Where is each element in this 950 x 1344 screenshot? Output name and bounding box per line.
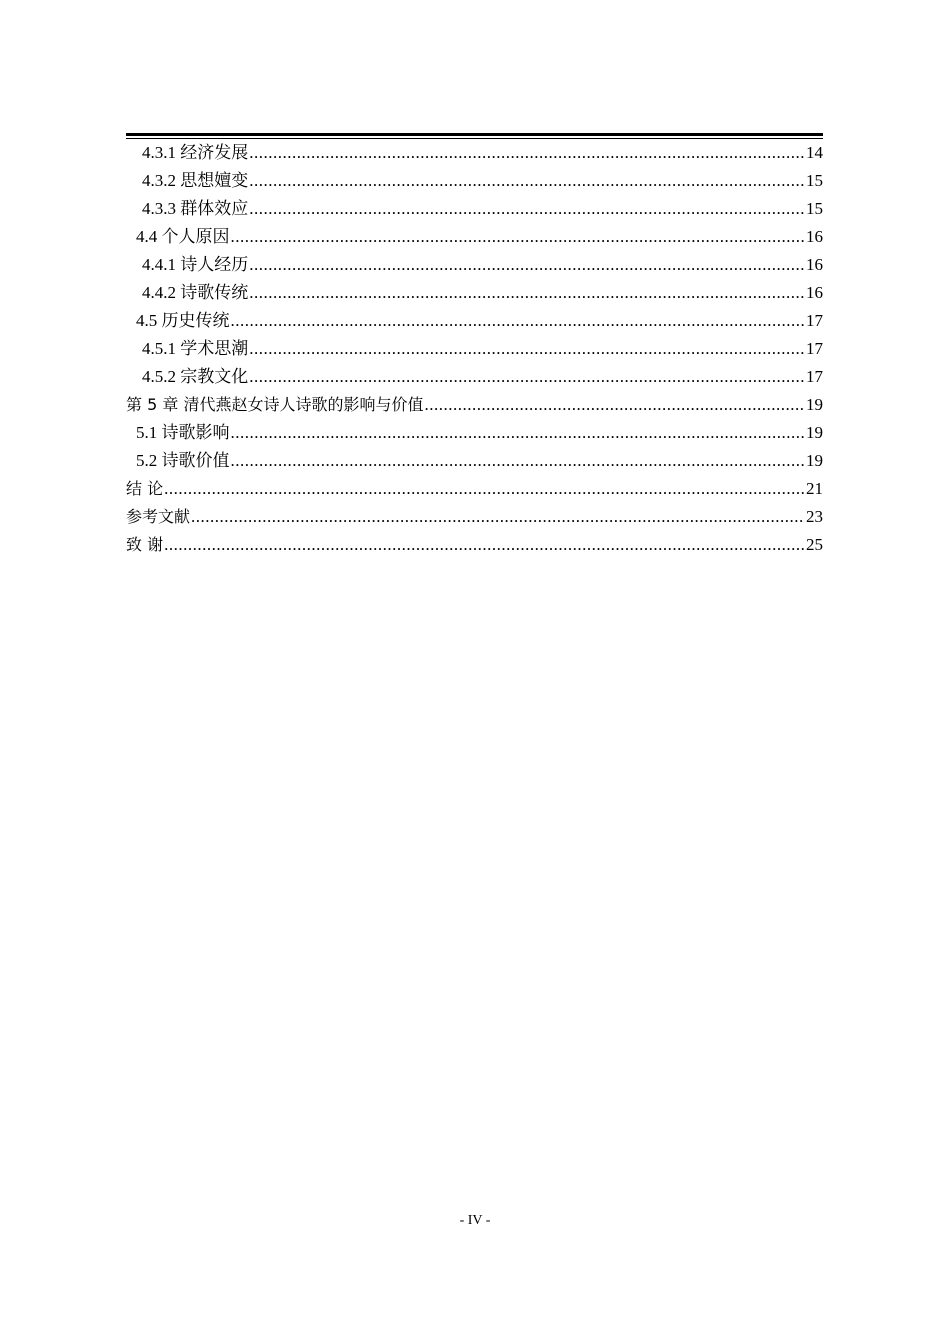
toc-entry-page-number: 17	[806, 311, 823, 330]
toc-entry[interactable]	[126, 335, 823, 363]
toc-entry-label: 4.3.3 群体效应	[142, 199, 249, 218]
toc-entry-page-number: 14	[806, 143, 823, 162]
toc-dot-leader	[231, 223, 806, 251]
table-of-contents	[126, 139, 823, 559]
toc-dot-leader	[249, 251, 805, 279]
toc-dot-leader	[231, 419, 806, 447]
toc-entry-label: 5.2 诗歌价值	[136, 451, 230, 470]
toc-entry-label: 4.4 个人原因	[136, 227, 230, 246]
toc-entry-page-number: 16	[806, 255, 823, 274]
toc-dot-leader	[249, 363, 805, 391]
toc-dot-leader	[249, 335, 805, 363]
toc-entry[interactable]	[126, 167, 823, 195]
header-rule-thick	[126, 133, 823, 136]
toc-dot-leader	[424, 391, 805, 419]
toc-dot-leader	[231, 447, 806, 475]
page-number-footer: - IV -	[459, 1213, 491, 1228]
toc-entry[interactable]	[126, 475, 823, 503]
toc-entry[interactable]	[126, 279, 823, 307]
toc-entry-page-number: 25	[806, 535, 823, 554]
toc-entry[interactable]	[126, 223, 823, 251]
toc-entry[interactable]	[126, 139, 823, 167]
toc-entry[interactable]	[126, 195, 823, 223]
toc-dot-leader	[249, 167, 805, 195]
toc-entry-page-number: 17	[806, 339, 823, 358]
toc-entry[interactable]	[126, 447, 823, 475]
toc-entry-label: 4.4.2 诗歌传统	[142, 283, 249, 302]
toc-entry-label: 致 谢	[126, 535, 164, 554]
toc-entry-label: 参考文献	[126, 507, 191, 526]
toc-entry-label: 4.5.1 学术思潮	[142, 339, 249, 358]
toc-dot-leader	[231, 307, 806, 335]
toc-entry[interactable]	[126, 363, 823, 391]
toc-entry-page-number: 16	[806, 227, 823, 246]
toc-entry[interactable]	[126, 251, 823, 279]
toc-dot-leader	[164, 475, 805, 503]
toc-entry[interactable]	[126, 503, 823, 531]
toc-entry-label: 结 论	[126, 479, 164, 498]
toc-entry[interactable]	[126, 391, 823, 419]
toc-entry-label: 4.5.2 宗教文化	[142, 367, 249, 386]
toc-entry-label: 5.1 诗歌影响	[136, 423, 230, 442]
toc-entry-page-number: 19	[806, 395, 823, 414]
toc-entry[interactable]	[126, 531, 823, 559]
toc-entry-page-number: 15	[806, 171, 823, 190]
toc-entry-label: 4.4.1 诗人经历	[142, 255, 249, 274]
toc-entry-label: 4.3.2 思想嬗变	[142, 171, 249, 190]
toc-entry-page-number: 15	[806, 199, 823, 218]
toc-entry[interactable]	[126, 307, 823, 335]
toc-entry-page-number: 16	[806, 283, 823, 302]
toc-dot-leader	[249, 195, 805, 223]
toc-dot-leader	[164, 531, 805, 559]
toc-entry-page-number: 19	[806, 451, 823, 470]
toc-dot-leader	[191, 503, 805, 531]
toc-entry-page-number: 23	[806, 507, 823, 526]
toc-entry-label: 4.5 历史传统	[136, 311, 230, 330]
toc-entry-label: 4.3.1 经济发展	[142, 143, 249, 162]
toc-entry-page-number: 17	[806, 367, 823, 386]
toc-entry[interactable]	[126, 419, 823, 447]
toc-dot-leader	[249, 139, 805, 167]
toc-entry-label: 第 5 章 清代燕赵女诗人诗歌的影响与价值	[126, 395, 424, 414]
toc-entry-page-number: 21	[806, 479, 823, 498]
toc-entry-page-number: 19	[806, 423, 823, 442]
toc-dot-leader	[249, 279, 805, 307]
